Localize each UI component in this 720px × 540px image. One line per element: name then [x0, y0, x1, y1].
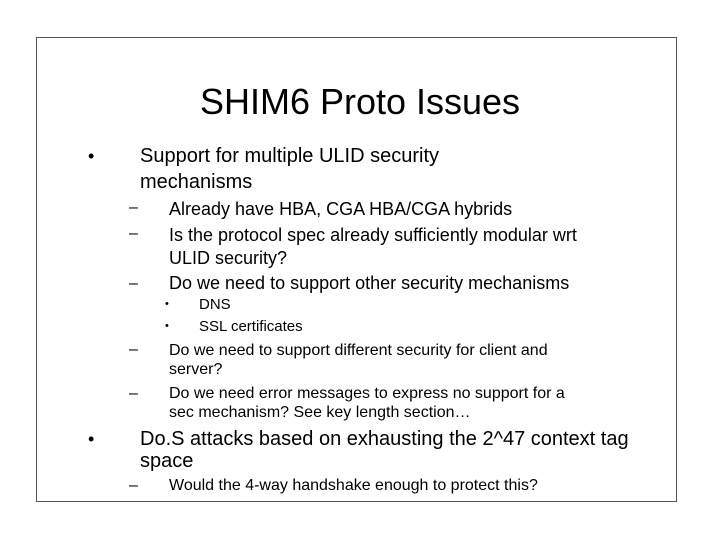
bullet-marker: •	[88, 429, 95, 449]
sub-bullet-text: Is the protocol spec already sufficiently modular wrt	[169, 225, 577, 245]
dash-marker: –	[129, 199, 138, 216]
dash-marker: –	[129, 275, 138, 292]
bullet-text: mechanisms	[140, 171, 253, 193]
slide-title: SHIM6 Proto Issues	[199, 81, 521, 122]
sub-bullet-text: Do we need error messages to express no support for a	[169, 385, 565, 402]
sub-bullet-text: Would the 4-way handshake enough to protect this?	[169, 477, 538, 494]
bullet-text: Support for multiple ULID security	[140, 145, 440, 167]
sub-sub-bullet-marker: •	[165, 298, 169, 310]
sub-bullet-text: Already have HBA, CGA HBA/CGA hybrids	[169, 199, 513, 219]
bullet-marker: •	[88, 146, 95, 166]
sub-bullet-text: Do we need to support different security for client and	[169, 342, 548, 359]
sub-bullet-text: server?	[169, 361, 223, 378]
sub-sub-bullet-text: DNS	[199, 296, 231, 313]
sub-bullet-text: sec mechanism? See key length section…	[169, 404, 471, 421]
dash-marker: –	[129, 225, 138, 242]
dash-marker: –	[129, 385, 138, 402]
bullet-text: Do.S attacks based on exhausting the 2^47 context tag	[140, 428, 629, 450]
sub-sub-bullet-text: SSL certificates	[199, 318, 303, 335]
dash-marker: –	[129, 477, 138, 494]
sub-bullet-text: Do we need to support other security mechanisms	[169, 273, 570, 293]
sub-bullet-text: ULID security?	[169, 248, 288, 268]
sub-sub-bullet-marker: •	[165, 320, 169, 332]
dash-marker: –	[129, 341, 138, 358]
bullet-text: space	[140, 450, 194, 472]
